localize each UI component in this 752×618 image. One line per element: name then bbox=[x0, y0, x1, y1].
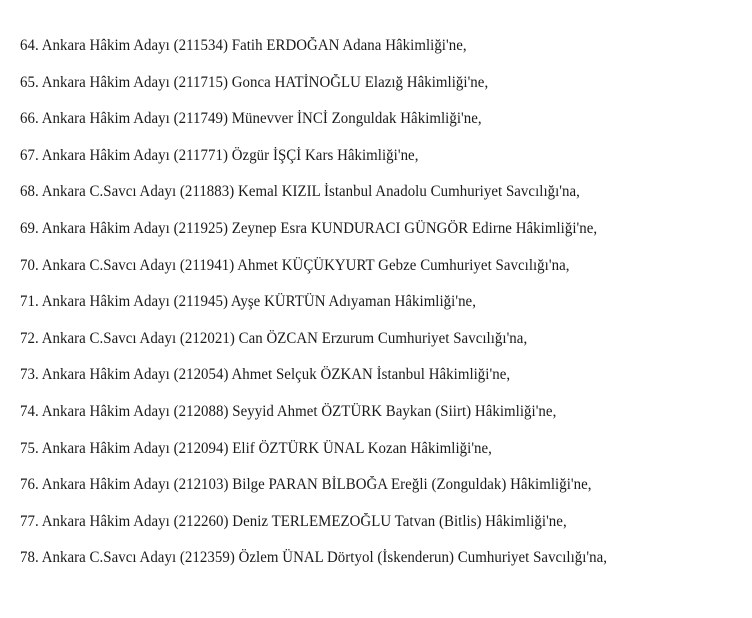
list-item: 71. Ankara Hâkim Adayı (211945) Ayşe KÜRTÜN Adıyaman Hâkimliği'ne, bbox=[20, 293, 476, 311]
list-item: 64. Ankara Hâkim Adayı (211534) Fatih ERDOĞAN Adana Hâkimliği'ne, bbox=[20, 37, 467, 54]
list-item: 67. Ankara Hâkim Adayı (211771) Özgür İŞÇİ Kars Hâkimliği'ne, bbox=[20, 146, 419, 164]
list-item: 70. Ankara C.Savcı Adayı (211941) Ahmet KÜÇÜKYURT Gebze Cumhuriyet Savcılığı'na, bbox=[20, 256, 570, 274]
list-item: 77. Ankara Hâkim Adayı (212260) Deniz TERLEMEZOĞLU Tatvan (Bitlis) Hâkimliği'ne, bbox=[20, 512, 567, 530]
list-item: 73. Ankara Hâkim Adayı (212054) Ahmet Selçuk ÖZKAN İstanbul Hâkimliği'ne, bbox=[20, 366, 511, 384]
list-item: 66. Ankara Hâkim Adayı (211749) Münevver İNCİ Zonguldak Hâkimliği'ne, bbox=[20, 110, 482, 128]
list-item: 76. Ankara Hâkim Adayı (212103) Bilge PARAN BİLBOĞA Ereğli (Zonguldak) Hâkimliği'ne, bbox=[20, 476, 592, 494]
list-item: 68. Ankara C.Savcı Adayı (211883) Kemal KIZIL İstanbul Anadolu Cumhuriyet Savcılığı'na, bbox=[20, 183, 580, 201]
list-item: 75. Ankara Hâkim Adayı (212094) Elif ÖZTÜRK ÜNAL Kozan Hâkimliği'ne, bbox=[20, 439, 492, 457]
list-item: 74. Ankara Hâkim Adayı (212088) Seyyid Ahmet ÖZTÜRK Baykan (Siirt) Hâkimliği'ne, bbox=[20, 402, 557, 420]
appointment-list bbox=[20, 28, 745, 577]
list-item: 72. Ankara C.Savcı Adayı (212021) Can ÖZCAN Erzurum Cumhuriyet Savcılığı'na, bbox=[20, 329, 528, 347]
list-item: 78. Ankara C.Savcı Adayı (212359) Özlem ÜNAL Dörtyol (İskenderun) Cumhuriyet Savcılığı'na, bbox=[20, 549, 608, 567]
list-item: 65. Ankara Hâkim Adayı (211715) Gonca HATİNOĞLU Elazığ Hâkimliği'ne, bbox=[20, 73, 489, 91]
list-item: 69. Ankara Hâkim Adayı (211925) Zeynep Esra KUNDURACI GÜNGÖR Edirne Hâkimliği'ne, bbox=[20, 219, 598, 237]
